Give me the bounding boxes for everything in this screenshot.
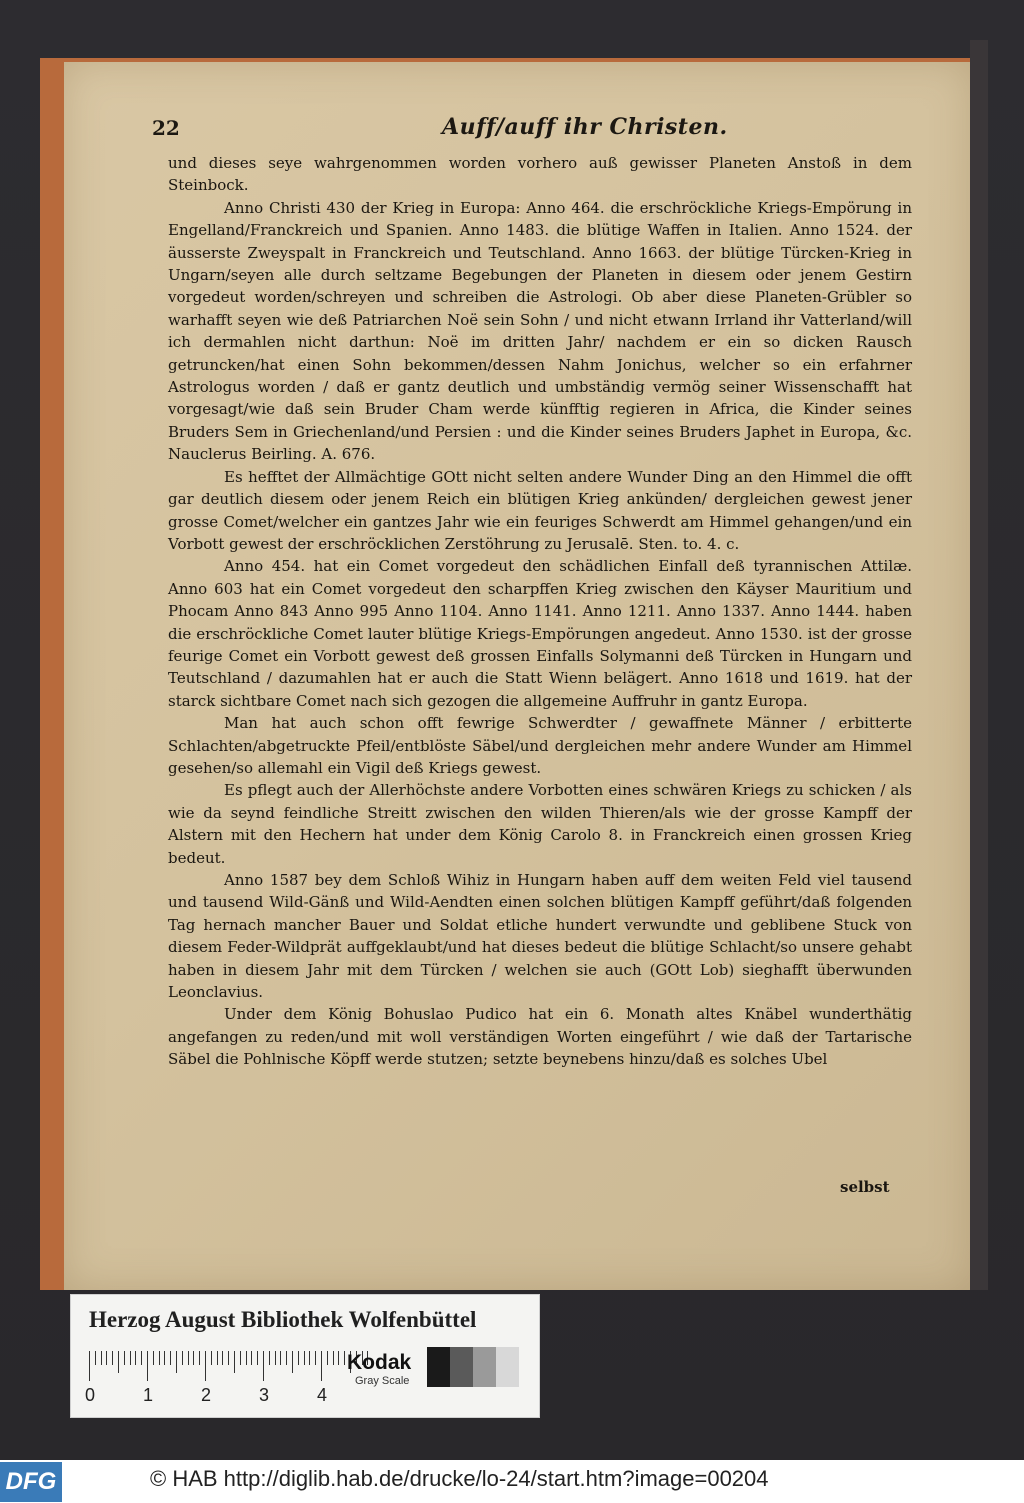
- ruler-tick: [280, 1351, 281, 1365]
- footer: [0, 1460, 1024, 1503]
- ruler-tick: [298, 1351, 299, 1365]
- ruler-tick: [101, 1351, 102, 1365]
- ruler-tick: [118, 1351, 119, 1373]
- page-header: [152, 112, 912, 152]
- ruler-tick: [211, 1351, 212, 1365]
- kodak-logo: Kodak: [347, 1351, 412, 1374]
- ruler-tick: [205, 1351, 206, 1381]
- gray-scale-patches: [427, 1347, 519, 1387]
- ruler-tick: [217, 1351, 218, 1365]
- ruler-tick: [153, 1351, 154, 1365]
- ruler-tick: [344, 1351, 345, 1365]
- ruler-tick: [251, 1351, 252, 1365]
- paragraph: und dieses seye wahrgenommen worden vorhero auß gewisser Planeten Anstoß in dem Steinbock.: [168, 154, 912, 195]
- ruler-tick: [124, 1351, 125, 1365]
- ruler-number: 4: [317, 1385, 328, 1405]
- ruler-tick: [234, 1351, 235, 1373]
- ruler-scale: [89, 1351, 335, 1385]
- ruler-tick: [89, 1351, 90, 1381]
- gray-patch: [496, 1347, 519, 1387]
- ruler-tick: [257, 1351, 258, 1365]
- ruler-tick: [275, 1351, 276, 1365]
- ruler-tick: [182, 1351, 183, 1365]
- page-number: 22: [152, 116, 180, 140]
- ruler-tick: [147, 1351, 148, 1381]
- ruler-tick: [135, 1351, 136, 1365]
- ruler-tick: [333, 1351, 334, 1365]
- ruler-tick: [321, 1351, 322, 1381]
- ruler-tick: [315, 1351, 316, 1365]
- paragraph: Under dem König Bohuslao Pudico hat ein 6. Monath altes Knäbel wunderthätig angefangen zu reden/und mit woll verständigen Worten eingeführt / wie daß der Tartarische Säbel die Pohlnische Köpff werde stutzen; setzte beynebens hinzu/daß es solches Ubel: [168, 1005, 912, 1069]
- ruler-tick: [188, 1351, 189, 1365]
- ruler-tick: [112, 1351, 113, 1365]
- paragraph: Anno 454. hat ein Comet vorgedeut den schädlichen Einfall deß tyrannischen Attilæ. Anno 603 hat ein Comet vorgedeut den scharpffen Krieg zwischen den Käyser Mauritium und Phocam Anno 843 Anno 995 Anno 1104. Anno 1141. Anno 1211. Anno 1337. Anno 1444. haben die erschröckliche Comet lauter blütige Kriegs-Empörungen angedeut. Anno 1530. ist der grosse feurige Comet ein Vorbott gewest deß grossen Einfalls Solymanni deß Türcken in Hungarn und Teutschland / dazumahlen hat er auch die Statt Wienn belägert. Anno 1618 und 1619. hat der starck sichtbare Comet nach sich gezogen die allgemeine Auffruhr in gantz Europa.: [168, 557, 912, 710]
- ruler-tick: [176, 1351, 177, 1373]
- ruler-tick: [228, 1351, 229, 1365]
- kodak-subtitle: Gray Scale: [355, 1375, 410, 1387]
- ruler-tick: [106, 1351, 107, 1365]
- ruler-tick: [130, 1351, 131, 1365]
- paragraph: Anno Christi 430 der Krieg in Europa: Anno 464. die erschröckliche Kriegs-Empörung in Engelland/Franckreich und Spanien. Anno 1483. die blütige Waffen in Italien. Anno 1524. der äusserste Zweyspalt in Franckreich und Teutschland. Anno 1663. der blütige Türcken-Krieg in Ungarn/seyen alle durch seltzame Begebungen der Planeten in diesem oder jenem Gestirn vorgedeut worden/schreyen und schreiben die Astrologi. Ob aber diese Planeten-Grübler so warhafft seyen wie deß Patriarchen Noë sein Sohn / und nicht etwann Irrland ihr Vatterland/will ich dermahlen nicht darthun: Noë im dritten Jahr/ nachdem er ein so dicken Rausch getruncken/hat einen Sohn bekommen/dessen Nahm Jonichus, welcher so ein erfahrner Astrologus worden / daß er gantz deutlich und umbständig vermög seiner Wissenschafft hat vorgesagt/wie daß sein Bruder Cham werde künfftig regieren in Africa, die Kinder seines Bruders Sem in Griechenland/und Persien : und die Kinder seines Bruders Japhet in Europa, &c. Nauclerus Beirling. A. 676.: [168, 198, 912, 464]
- paragraph: Es pflegt auch der Allerhöchste andere Vorbotten eines schwären Kriegs zu schicken / als wie da seynd feindliche Streitt zwischen den wilden Thieren/als wie der grosse Kampff der Alstern mit den Hechern hat under dem König Carolo 8. in Franckreich einen grossen Krieg bedeut.: [168, 781, 912, 867]
- paragraph: Man hat auch schon offt fewrige Schwerdter / gewaffnete Männer / erbitterte Schlachten/abgetruckte Pfeil/entblöste Säbel/und dergleichen mehr andere Wunder am Himmel gesehen/so allemahl ein Vigil deß Kriegs gewest.: [168, 714, 912, 777]
- calibration-card: [70, 1294, 540, 1418]
- ruler-tick: [338, 1351, 339, 1365]
- ruler-tick: [246, 1351, 247, 1365]
- ruler-tick: [304, 1351, 305, 1365]
- ruler-number: 0: [85, 1385, 96, 1405]
- ruler-number: 2: [201, 1385, 212, 1405]
- catchword: selbst: [840, 1178, 890, 1196]
- ruler-tick: [141, 1351, 142, 1365]
- ruler-tick: [240, 1351, 241, 1365]
- paragraph: Anno 1587 bey dem Schloß Wihiz in Hungarn haben auff dem weiten Feld viel tausend und tausend Wild-Gänß und Wild-Aendten einen solchen blütigen Kampff geführt/daß folgenden Tag hernach mancher Bauer und Soldat etliche hundert verwundte und geblibene Stuck von diesem Feder-Wildprät auffgeklaubt/und hat dieses bedeut die blütige Schlacht/so unsere gehabt haben in diesem Jahr mit dem Türcken / welchen sie auch (GOtt Lob) sieghafft überwunden Leonclavius.: [168, 871, 912, 1002]
- ruler-numbers: [85, 1385, 345, 1407]
- footer-credit: © HAB http://diglib.hab.de/drucke/lo-24/start.htm?image=00204: [150, 1466, 769, 1491]
- ruler-tick: [269, 1351, 270, 1365]
- ruler-tick: [164, 1351, 165, 1365]
- dfg-logo: DFG: [0, 1462, 62, 1502]
- running-head: Auff/auff ihr Christen.: [442, 114, 728, 140]
- gray-patch: [473, 1347, 496, 1387]
- ruler-tick: [159, 1351, 160, 1365]
- body-text: [168, 152, 912, 1071]
- binding-strip: [970, 40, 988, 1290]
- ruler-tick: [327, 1351, 328, 1365]
- ruler-tick: [199, 1351, 200, 1365]
- ruler-tick: [222, 1351, 223, 1365]
- gray-patch: [450, 1347, 473, 1387]
- gray-patch: [427, 1347, 450, 1387]
- ruler-tick: [170, 1351, 171, 1365]
- paragraph: Es hefftet der Allmächtige GOtt nicht selten andere Wunder Ding an den Himmel die offt gar deutlich diesem oder jenem Reich ein blütigen Krieg ankünden/ dergleichen gewest jener grosse Comet/welcher ein gantzes Jahr wie ein feuriges Schwerdt am Himmel gehangen/und ein Vorbott gewest der erschröcklichen Zerstöhrung zu Jerusalē. Sten. to. 4. c.: [168, 467, 912, 553]
- ruler-tick: [95, 1351, 96, 1365]
- ruler-tick: [309, 1351, 310, 1365]
- ruler-number: 1: [143, 1385, 154, 1405]
- ruler-tick: [263, 1351, 264, 1381]
- ruler-tick: [292, 1351, 293, 1373]
- ruler-tick: [286, 1351, 287, 1365]
- ruler-number: 3: [259, 1385, 270, 1405]
- ruler-tick: [193, 1351, 194, 1365]
- card-title: Herzog August Bibliothek Wolfenbüttel: [89, 1307, 477, 1332]
